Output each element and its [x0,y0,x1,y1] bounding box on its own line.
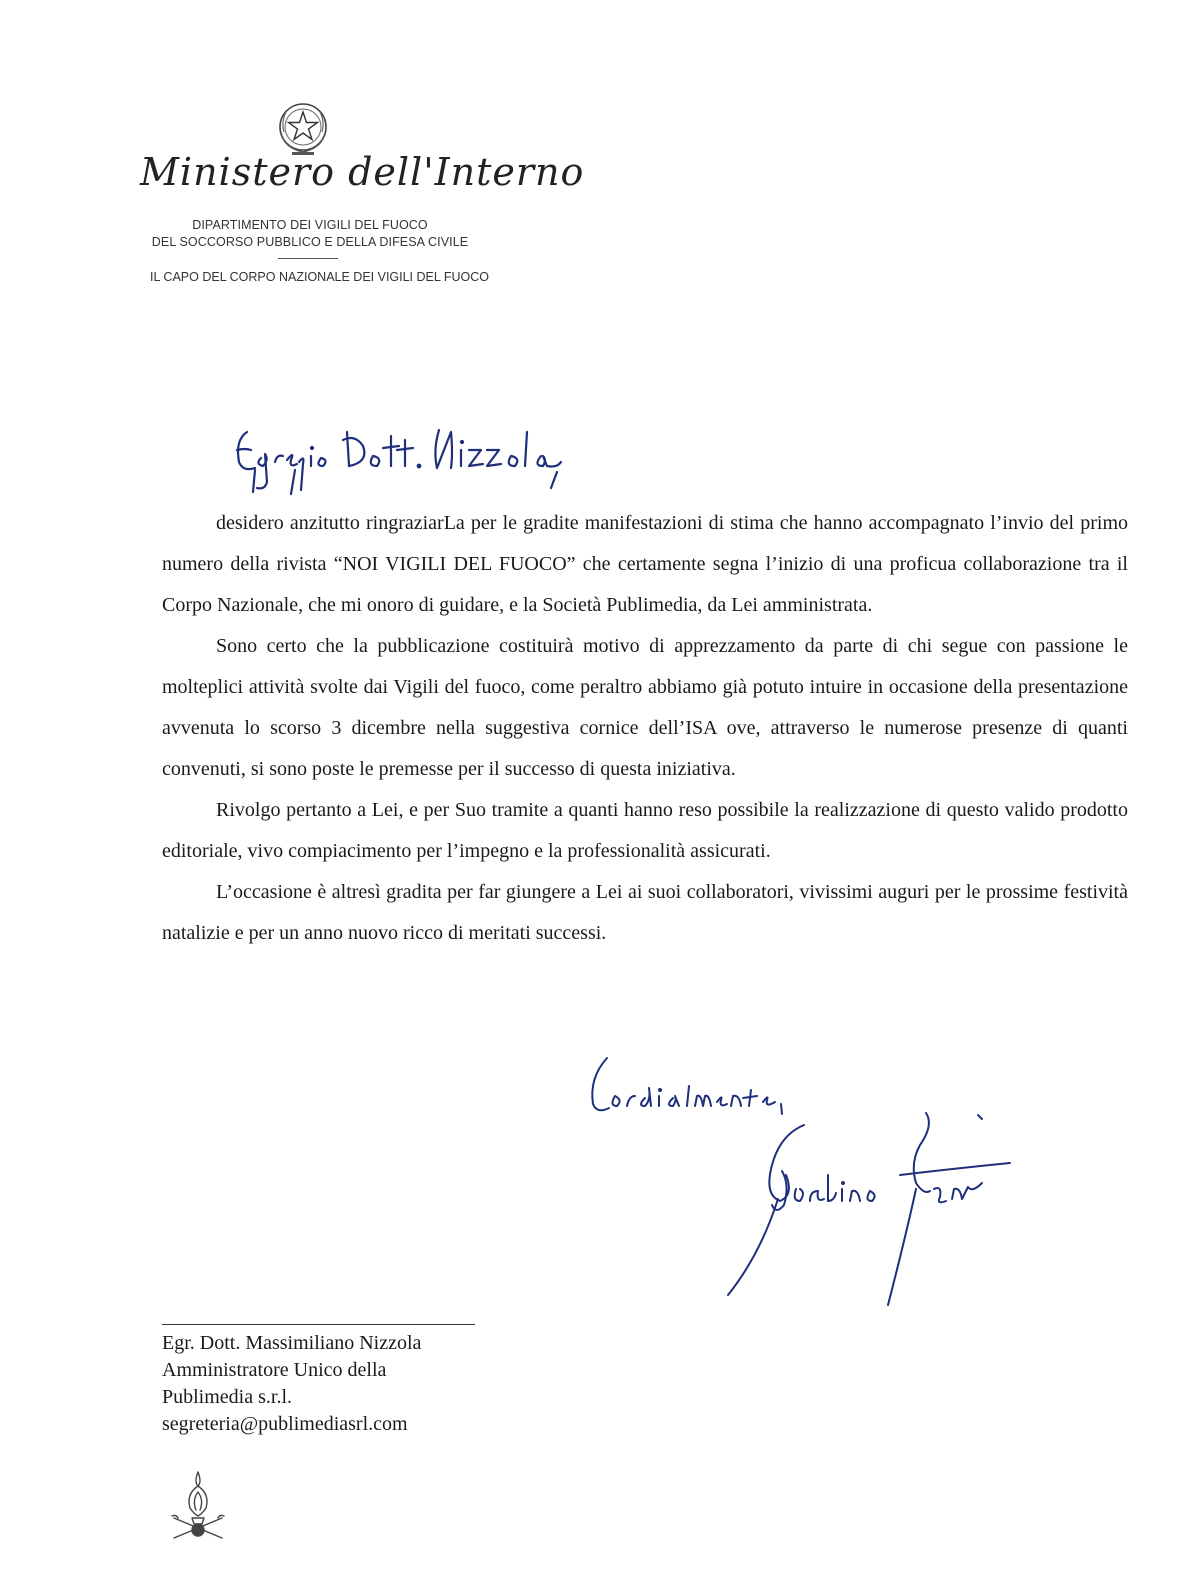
recipient-company: Publimedia s.r.l. [162,1386,292,1408]
recipient-email: segreteria@publimediasrl.com [162,1413,408,1435]
recipient-name: Egr. Dott. Massimiliano Nizzola [162,1332,422,1354]
handwritten-signature [720,1105,1020,1320]
letter-body [162,503,1128,954]
department-line: DIPARTIMENTO DEI VIGILI DEL FUOCO [192,218,428,232]
recipient-role: Amministratore Unico della [162,1359,387,1381]
address-divider [162,1324,475,1325]
body-paragraph: L’occasione è altresì gradita per far giungere a Lei ai suoi collaboratori, vivissimi auguri per le prossime festività natalizie e per un anno nuovo ricco di meritati successi. [162,881,1128,944]
department-line: DEL SOCCORSO PUBBLICO E DELLA DIFESA CIVILE [151,235,469,249]
chief-line: IL CAPO DEL CORPO NAZIONALE DEI VIGILI DEL FUOCO [150,270,489,284]
body-paragraph: Sono certo che la pubblicazione costituirà motivo di apprezzamento da parte di chi segue con passione le molteplici attività svolte dai Vigili del fuoco, come peraltro abbiamo già potuto intuire in occasione della presentazione avvenuta lo scorso 3 dicembre nella suggestiva cornice dell’ISA ove, attraverso le numerose presenze di quanti convenuti, si sono poste le premesse per il successo di questa iniziativa. [162,635,1128,780]
handwritten-salutation [225,410,565,500]
vigili-del-fuoco-emblem-icon [168,1468,228,1543]
body-paragraph: Rivolgo pertanto a Lei, e per Suo tramite a quanti hanno reso possibile la realizzazione di questo valido prodotto editoriale, vivo compiacimento per l’impegno e la professionalità assicurati. [162,799,1128,862]
ministry-title: Ministero dell'Interno [140,150,585,194]
body-paragraph: desidero anzitutto ringraziarLa per le gradite manifestazioni di stima che hanno accompagnato l’invio del primo numero della rivista “NOI VIGILI DEL FUOCO” che certamente segna l’inizio di una proficua collaborazione tra il Corpo Nazionale, che mi onoro di guidare, e la Società Publimedia, da Lei amministrata. [162,512,1128,616]
divider [278,258,338,259]
recipient-address [162,1330,421,1438]
